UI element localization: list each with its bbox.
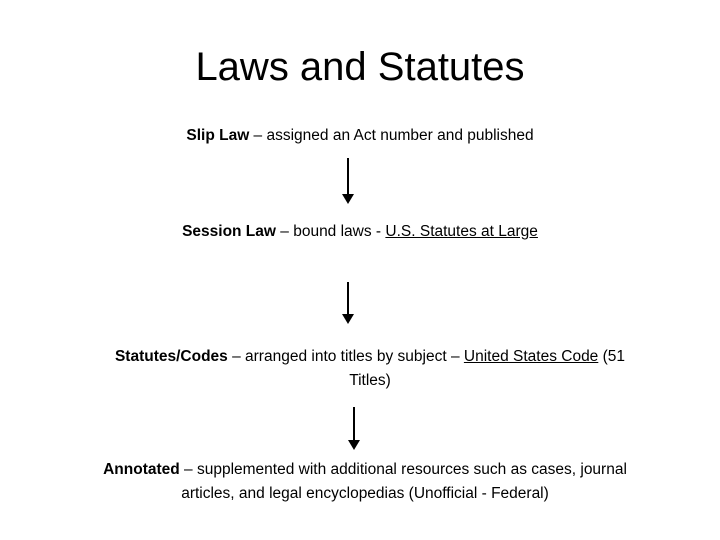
step-slip-law	[110, 124, 610, 148]
step-term: Session Law	[182, 223, 276, 240]
step-term: Statutes/Codes	[114, 348, 228, 365]
step-statutes-codes	[96, 345, 644, 393]
step-description: – assigned an Act number and published	[249, 127, 534, 144]
step-description-end: (51 Titles)	[349, 348, 626, 389]
publication-link[interactable]: United States Code	[463, 348, 599, 365]
step-description: – bound laws -	[275, 223, 386, 240]
step-annotated	[78, 458, 652, 506]
step-description: – arranged into titles by subject –	[227, 348, 464, 365]
slide-title: Laws and Statutes	[195, 45, 525, 89]
publication-link[interactable]: U.S. Statutes at Large	[385, 223, 538, 240]
down-arrow-icon	[348, 407, 360, 450]
step-term: Slip Law	[186, 127, 250, 144]
step-description: – supplemented with additional resources such as cases, journal articles, and legal encyclopedias (Unofficial - Federal)	[179, 461, 627, 502]
step-term: Annotated	[103, 461, 180, 478]
down-arrow-icon	[342, 282, 354, 324]
step-session-law	[110, 220, 610, 244]
down-arrow-icon	[342, 158, 354, 204]
